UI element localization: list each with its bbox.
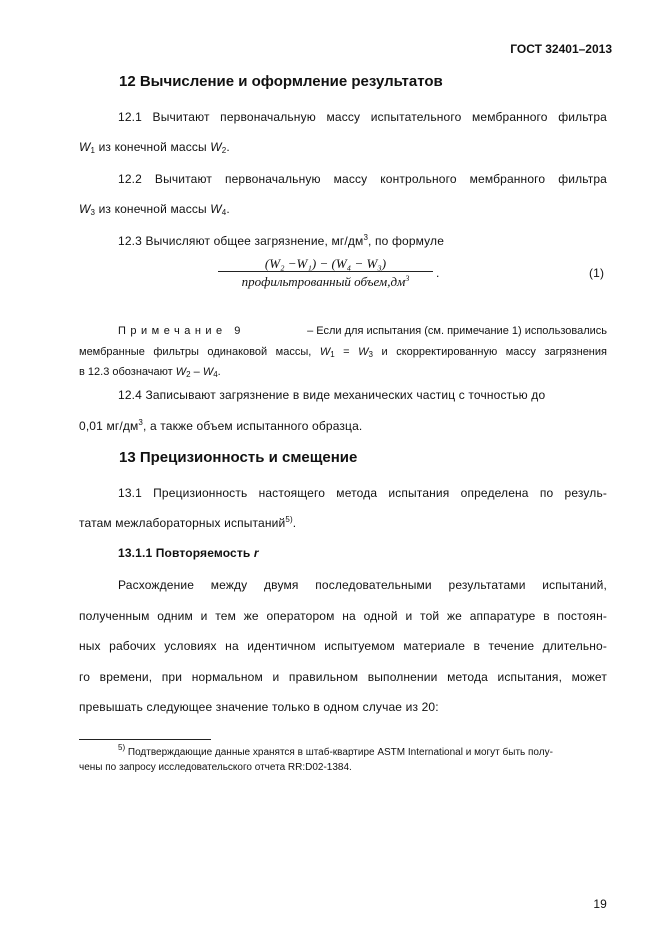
p123-text: 12.3 Вычисляют общее загрязнение, мг/дм [118, 234, 364, 248]
p-12-1-line1: 12.1 Вычитают первоначальную массу испытательного мембранного фильтра [118, 110, 607, 124]
p121-text: из конечной массы [95, 140, 211, 154]
note-w3: W [358, 346, 369, 358]
subsection-title-r: r [253, 546, 259, 560]
footnote-line-1 [118, 743, 553, 758]
p123-text-end: , по формуле [368, 234, 445, 248]
p-12-1-line2 [79, 140, 230, 155]
p122-text: из конечной массы [95, 202, 211, 216]
note-w4: W [202, 366, 214, 378]
note-line3-end: . [217, 366, 221, 378]
document-header: ГОСТ 32401–2013 [510, 42, 612, 56]
p123-sup: 3 [363, 233, 369, 242]
subsection-title-text: 13.1.1 Повторяемость [118, 546, 254, 560]
note-w1-sub: 1 [330, 350, 335, 359]
w4-subscript: 4 [221, 208, 227, 217]
note-9-line2 [79, 346, 607, 359]
w2-symbol: W [210, 140, 222, 154]
section-13-title: 13 Прецизионность и смещение [119, 449, 358, 466]
formula-fraction-line [218, 271, 433, 272]
footnote-line-2: чены по запросу исследовательского отчета RR:D02-1384. [79, 762, 352, 773]
note-9-line1 [118, 325, 607, 337]
p131-period: . [292, 516, 297, 530]
para-line-3: ных рабочих условиях на идентичном испытуемом материале в течение длительно- [79, 639, 607, 653]
footnote-ref-5[interactable]: 5) [285, 515, 293, 524]
formula-denominator [218, 274, 433, 290]
note-label: Примечание 9 [118, 325, 245, 337]
w3-symbol: W [79, 202, 91, 216]
p-13-1-line1: 13.1 Прецизионность настоящего метода испытания определена по резуль- [118, 486, 607, 500]
formula-number: (1) [589, 266, 605, 280]
p-12-3 [118, 233, 444, 248]
w1-symbol: W [79, 140, 91, 154]
subsection-13-1-1-title [118, 546, 259, 560]
p131-text: татам межлабораторных испытаний [79, 516, 286, 530]
p124-sup: 3 [138, 418, 144, 427]
para-line-5: превышать следующее значение только в одном случае из 20: [79, 700, 439, 714]
note-line1-text: – Если для испытания (см. примечание 1) использовались [307, 325, 607, 337]
p122-period: . [226, 202, 230, 216]
footnote-text-1: Подтверждающие данные хранятся в штаб-квартире ASTM International и могут быть полу- [125, 747, 553, 758]
note-9-line3 [79, 366, 221, 379]
footnote-mark: 5) [118, 743, 126, 752]
footnote-separator [79, 739, 211, 740]
para-line-4: го времени, при нормальном и правильном выполнении метода испытания, может [79, 670, 607, 684]
p124-text-end: , а также объем испытанного образца. [143, 419, 363, 433]
note-w3-sub: 3 [368, 350, 373, 359]
formula-tail: . [436, 266, 440, 280]
note-w1: W [319, 346, 331, 358]
w3-subscript: 3 [90, 208, 96, 217]
p-12-2-line2 [79, 202, 230, 217]
para-line-2: полученным одним и тем же оператором на одной и той же аппаратуре в постоян- [79, 609, 607, 623]
formula-numerator: (W₂ −W₁) − (W₄ − W₃) [264, 256, 387, 271]
p124-text: 0,01 мг/дм [79, 419, 139, 433]
formula-denominator-sup: 3 [405, 274, 410, 283]
w2-subscript: 2 [221, 146, 227, 155]
w1-subscript: 1 [90, 146, 96, 155]
note-w2: W [175, 366, 187, 378]
p121-period: . [226, 140, 230, 154]
p-13-1-line2 [79, 515, 296, 530]
note-w4-sub: 4 [213, 370, 218, 379]
note-dash: – [190, 366, 203, 378]
w4-symbol: W [210, 202, 222, 216]
formula-denominator-text: профильтрованный объем,дм [241, 274, 406, 289]
note-line3-text: в 12.3 обозначают [79, 366, 176, 378]
note-line2-end: и скорректированную массу загрязнения [373, 346, 607, 358]
note-w2-sub: 2 [186, 370, 191, 379]
p-12-4-line2 [79, 418, 362, 433]
p-12-4-line1: 12.4 Записывают загрязнение в виде механических частиц с точностью до [118, 388, 546, 402]
para-line-1: Расхождение между двумя последовательными результатами испытаний, [118, 578, 607, 592]
p-12-2-line1: 12.2 Вычитают первоначальную массу контрольного мембранного фильтра [118, 172, 607, 186]
note-line2-text: мембранные фильтры одинаковой массы, [79, 346, 320, 358]
section-12-title: 12 Вычисление и оформление результатов [119, 73, 443, 90]
page-number: 19 [593, 897, 607, 911]
note-equals: = [334, 346, 359, 358]
